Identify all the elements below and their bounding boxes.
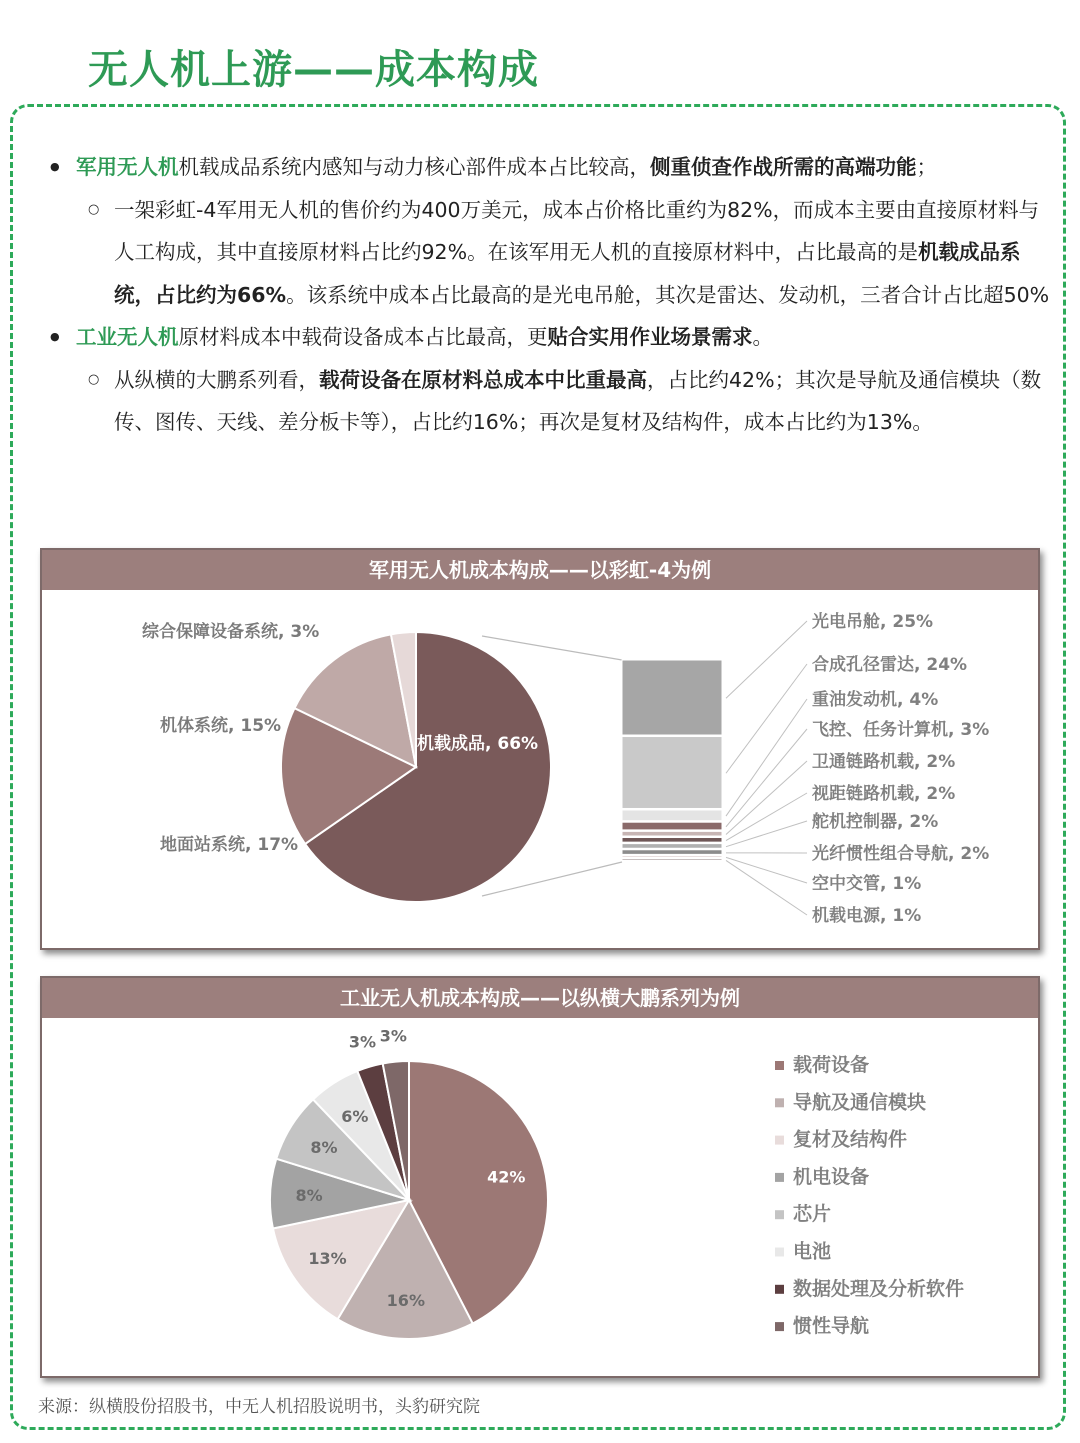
sub-text: 从纵横的大鹏系列看， (114, 367, 319, 392)
legend-label: 数据处理及分析软件 (793, 1277, 965, 1300)
bullet-bold: 侧重侦查作战所需的高端功能 (650, 155, 917, 179)
slice-label: 3% (348, 1032, 377, 1052)
legend-swatch (775, 1098, 784, 1107)
slice-label: 3% (379, 1026, 407, 1046)
slice-label: 地面站系统, 17% (160, 835, 299, 855)
breakdown-label: 舵机控制器, 2% (812, 812, 939, 832)
slice-label: 机体系统, 15% (160, 716, 282, 736)
bullet-text: 原材料成本中载荷设备成本占比最高，更 (178, 325, 548, 349)
legend-swatch (775, 1210, 784, 1219)
legend-swatch (775, 1173, 784, 1182)
slice-label: 16% (386, 1291, 425, 1311)
legend-swatch (775, 1322, 784, 1331)
military-chart-panel (40, 548, 1040, 950)
page-title: 无人机上游——成本构成 (88, 47, 539, 93)
legend-label: 电池 (793, 1240, 832, 1263)
breakdown-segment (622, 856, 722, 858)
bullet-industrial (50, 316, 1050, 359)
slice-label: 13% (308, 1249, 347, 1269)
breakdown-label: 光纤惯性组合导航, 2% (812, 844, 990, 864)
industrial-chart-panel (40, 976, 1040, 1378)
breakdown-label: 机载电源, 1% (812, 906, 922, 926)
breakdown-label: 飞控、任务计算机, 3% (812, 720, 990, 740)
breakdown-segment (622, 822, 722, 830)
breakdown-segment (622, 831, 722, 836)
breakdown-segment (622, 810, 722, 821)
slice-label: 机载成品, 66% (417, 734, 539, 754)
breakdown-label: 视距链路机载, 2% (812, 784, 956, 804)
leader-line (726, 621, 807, 698)
breakdown-segment (622, 859, 722, 861)
legend-label: 导航及通信模块 (793, 1091, 927, 1114)
bullet-text-end: 。 (752, 325, 773, 349)
bullet-lead: 工业无人机 (76, 325, 179, 349)
bullet-text-end: ； (916, 155, 937, 179)
bullet-lead: 军用无人机 (76, 155, 179, 179)
legend-label: 载荷设备 (793, 1054, 870, 1076)
slice-label: 8% (310, 1138, 338, 1158)
legend-swatch (775, 1285, 784, 1294)
sub-text-end: 。该系统中成本占比最高的是光电吊舱，其次是雷达、发动机，三者合计占比超50% (286, 282, 1050, 307)
sub-bold: 载荷设备在原材料总成本中比重最高 (319, 367, 647, 392)
breakdown-label: 卫通链路机载, 2% (812, 752, 956, 772)
sub-bold: 机载成品系统，占比约为66% (114, 240, 1021, 307)
slice-label: 42% (487, 1167, 526, 1187)
bullet-list (50, 146, 1050, 444)
industrial-chart (42, 1018, 1038, 1376)
legend-swatch (775, 1061, 784, 1070)
leader-line (726, 860, 807, 915)
bullet-bold: 贴合实用作业场景需求 (547, 325, 753, 349)
bullet-text: 机载成品系统内感知与动力核心部件成本占比较高， (178, 155, 650, 179)
slice-label: 6% (341, 1106, 369, 1126)
breakdown-label: 合成孔径雷达, 24% (812, 655, 968, 675)
leader-line (726, 729, 807, 827)
sub-bullet-industrial (88, 359, 1050, 444)
breakdown-label: 重油发动机, 4% (812, 690, 939, 710)
legend-label: 复材及结构件 (793, 1128, 908, 1151)
breakdown-segment (622, 660, 722, 735)
legend-label: 芯片 (793, 1203, 832, 1226)
breakdown-segment (622, 838, 722, 843)
slice-label: 8% (295, 1186, 323, 1206)
military-chart (42, 590, 1038, 948)
breakdown-label: 空中交管, 1% (812, 874, 922, 894)
sub-text: 一架彩虹-4军用无人机的售价约为400万美元，成本占价格比重约为82%，而成本主要由直接原材料与人工构成，其中直接原材料占比约92%。在该军用无人机的直接原材料中，占比最高的是 (114, 197, 1040, 264)
legend-label: 惯性导航 (793, 1315, 870, 1338)
breakdown-segment (622, 850, 722, 855)
bullet-military (50, 146, 1050, 189)
industrial-chart-title: 工业无人机成本构成——以纵横大鹏系列为例 (42, 978, 1038, 1018)
breakdown-segment (622, 737, 722, 809)
source-note: 来源：纵横股份招股书，中无人机招股说明书，头豹研究院 (38, 1397, 480, 1417)
legend-swatch (775, 1136, 784, 1145)
legend-swatch (775, 1248, 784, 1257)
leader-line (726, 857, 807, 883)
sub-bullet-military (88, 189, 1050, 317)
connector-line (482, 636, 622, 660)
breakdown-label: 光电吊舱, 25% (812, 612, 934, 632)
breakdown-segment (622, 844, 722, 849)
slice-label: 综合保障设备系统, 3% (142, 622, 320, 642)
sub-text-end: ，占比约42%；其次是导航及通信模块（数传、图传、天线、差分板卡等），占比约16%；再次是复材及结构件，成本占比约为13%。 (114, 367, 1042, 434)
military-chart-title: 军用无人机成本构成——以彩虹-4为例 (42, 550, 1038, 590)
legend-label: 机电设备 (793, 1165, 870, 1188)
